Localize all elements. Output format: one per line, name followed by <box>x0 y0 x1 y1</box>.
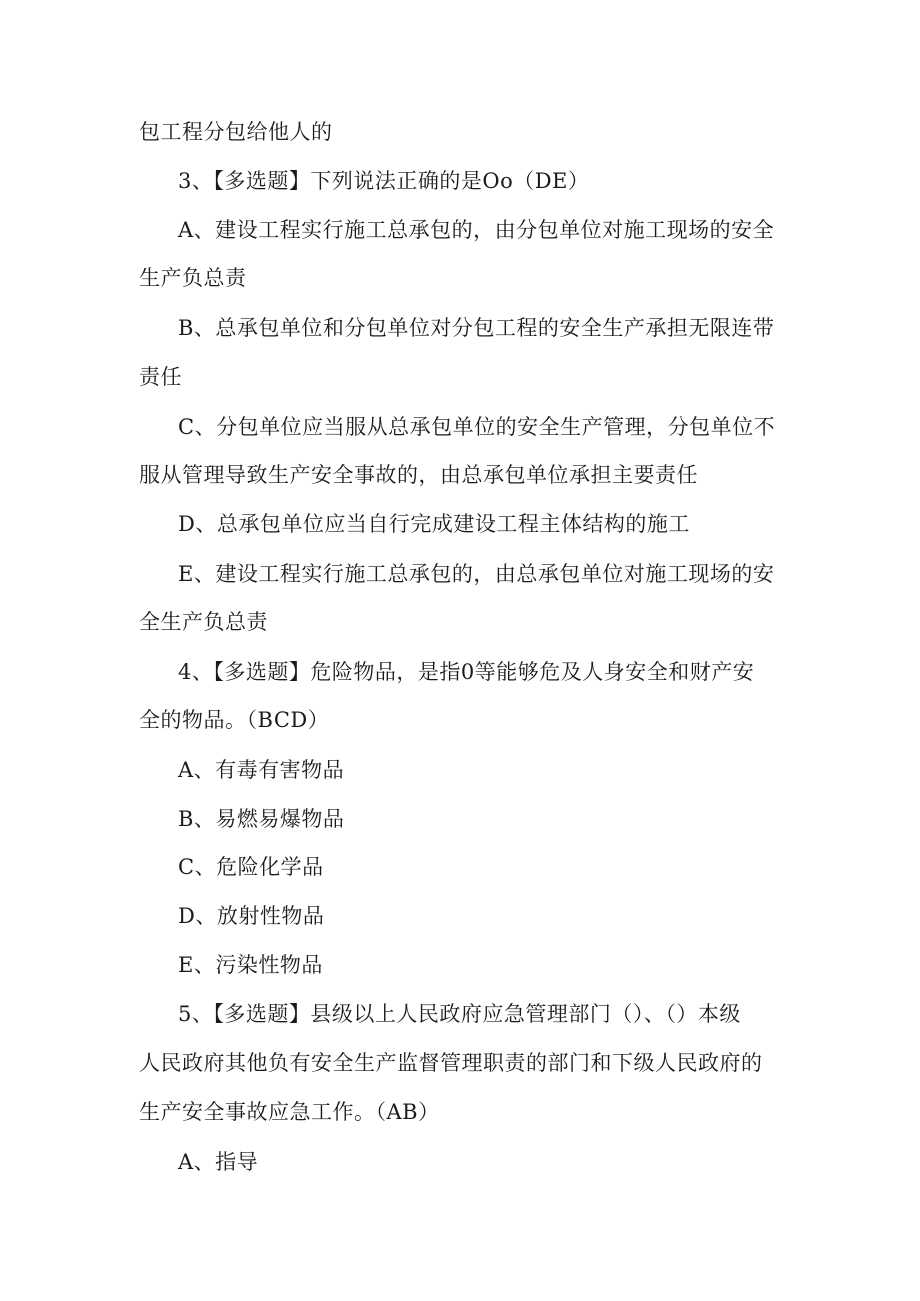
question-3-option-a-cont: 生产负总责 <box>139 266 247 290</box>
question-4-option-d: D、放射性物品 <box>178 904 325 928</box>
question-3-option-a: A、建设工程实行施工总承包的，由分包单位对施工现场的安全 <box>178 218 775 242</box>
question-3-option-c: C、分包单位应当服从总承包单位的安全生产管理，分包单位不 <box>178 415 776 439</box>
question-3-option-b: B、总承包单位和分包单位对分包工程的安全生产承担无限连带 <box>178 316 775 340</box>
question-4-title-cont: 全的物品。（BCD） <box>139 708 330 732</box>
question-3-option-b-cont: 责任 <box>139 365 182 389</box>
question-3-option-d: D、总承包单位应当自行完成建设工程主体结构的施工 <box>178 512 690 536</box>
question-3-title: 3、【多选题】下列说法正确的是Oo（DE） <box>178 169 590 193</box>
text-line-continuation: 包工程分包给他人的 <box>139 120 333 144</box>
question-4-title: 4、【多选题】危险物品，是指0等能够危及人身安全和财产安 <box>178 660 755 684</box>
question-4-option-c: C、危险化学品 <box>178 855 324 879</box>
question-3-option-e: E、建设工程实行施工总承包的，由总承包单位对施工现场的安 <box>178 562 775 586</box>
question-3-option-e-cont: 全生产负总责 <box>139 610 268 634</box>
question-5-title: 5、【多选题】县级以上人民政府应急管理部门（）、（）本级 <box>178 1002 741 1026</box>
question-5-option-a: A、指导 <box>178 1150 259 1174</box>
question-3-option-c-cont: 服从管理导致生产安全事故的，由总承包单位承担主要责任 <box>139 463 698 487</box>
question-4-option-a: A、有毒有害物品 <box>178 758 345 782</box>
question-5-title-cont-1: 人民政府其他负有安全生产监督管理职责的部门和下级人民政府的 <box>139 1051 763 1075</box>
question-5-title-cont-2: 生产安全事故应急工作。（AB） <box>139 1100 440 1124</box>
question-4-option-e: E、污染性物品 <box>178 953 323 977</box>
question-4-option-b: B、易燃易爆物品 <box>178 807 345 831</box>
